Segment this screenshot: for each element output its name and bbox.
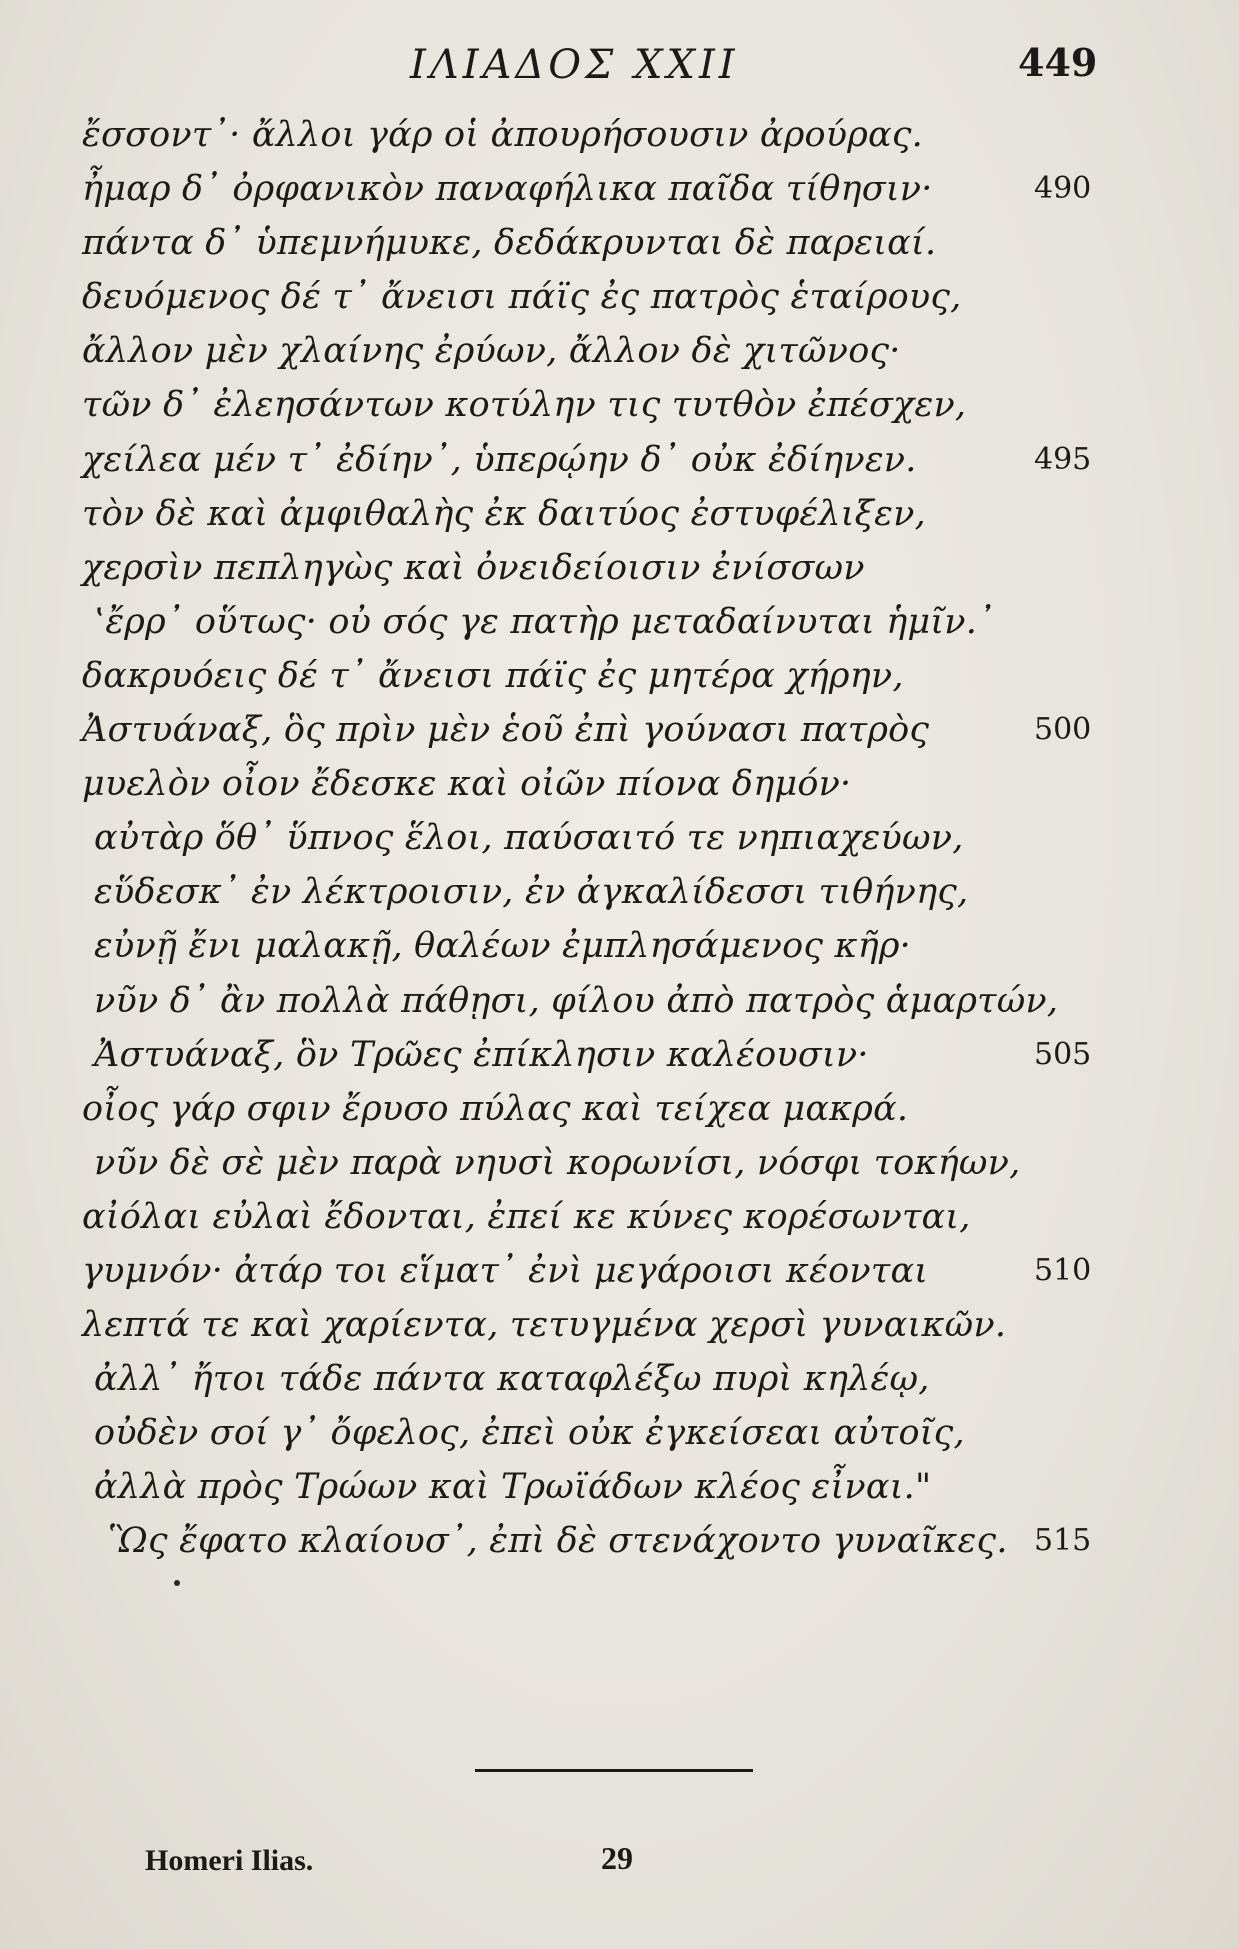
verse-text: ἔσσοντ᾽· ἄλλοι γάρ οἱ ἀπουρήσουσιν ἀρούρας.	[82, 115, 924, 155]
page-footer	[0, 1840, 1239, 1890]
verse-line	[0, 324, 1239, 378]
verse-line	[0, 1352, 1239, 1406]
verse-line	[0, 378, 1239, 432]
verse-text: γυμνόν· ἀτάρ τοι εἵματ᾽ ἐνὶ μεγάροισι κέονται	[82, 1250, 929, 1291]
verse-text: δακρυόεις δέ τ᾽ ἄνεισι πάϊς ἐς μητέρα χήρην,	[82, 655, 904, 696]
verse-text: οἶος γάρ σφιν ἔρυσο πύλας καὶ τείχεα μακρά.	[82, 1088, 909, 1129]
line-number: 490	[1034, 171, 1092, 207]
verse-text: Ὣς ἔφατο κλαίουσ᾽, ἐπὶ δὲ στενάχοντο γυναῖκες.	[108, 1521, 1008, 1562]
book-title: Homeri Ilias.	[145, 1844, 314, 1877]
verse-line	[0, 757, 1239, 811]
verse-line	[0, 919, 1239, 973]
verse-text: Ἀστυάναξ, ὃν Τρῶες ἐπίκλησιν καλέουσιν·	[94, 1034, 869, 1075]
verse-line	[0, 1298, 1239, 1352]
line-number: 510	[1034, 1252, 1092, 1288]
verse-line	[0, 1514, 1239, 1568]
verse-line	[0, 487, 1239, 541]
verse-line	[0, 216, 1239, 270]
verse-text: πάντα δ᾽ ὑπεμνήμυκε, δεδάκρυνται δὲ παρειαί.	[82, 223, 937, 264]
verse-line	[0, 1082, 1239, 1136]
verse-line	[0, 974, 1239, 1028]
verse-text: οὐδὲν σοί γ᾽ ὄφελος, ἐπεὶ οὐκ ἐγκείσεαι αὐτοῖς,	[94, 1413, 965, 1454]
verse-text: χερσὶν πεπληγὼς καὶ ὀνειδείοισιν ἐνίσσων	[82, 547, 865, 588]
horizontal-rule	[475, 1769, 753, 1772]
verse-block	[0, 108, 1239, 1569]
verse-text: νῦν δ᾽ ἂν πολλὰ πάθῃσι, φίλου ἀπὸ πατρὸς ἁμαρτών,	[94, 980, 1059, 1021]
signature-mark: 29	[601, 1840, 633, 1876]
verse-text: ‛ἔρρ᾽ οὕτως· οὐ σός γε πατὴρ μεταδαίνυται ἡμῖν.᾽	[94, 601, 995, 642]
verse-line	[0, 1190, 1239, 1244]
verse-text: ἦμαρ δ᾽ ὀρφανικὸν παναφήλικα παῖδα τίθησιν·	[82, 169, 933, 210]
verse-line	[0, 1028, 1239, 1082]
verse-line	[0, 595, 1239, 649]
verse-line	[0, 1406, 1239, 1460]
verse-text: μυελὸν οἶον ἔδεσκε καὶ οἰῶν πίονα δημόν·	[82, 764, 852, 805]
verse-line	[0, 649, 1239, 703]
verse-line	[0, 162, 1239, 216]
line-number: 515	[1034, 1523, 1092, 1559]
verse-line	[0, 811, 1239, 865]
verse-text: νῦν δὲ σὲ μὲν παρὰ νηυσὶ κορωνίσι, νόσφι τοκήων,	[94, 1142, 1021, 1183]
running-head: ΙΛΙΑΔΟΣ XXII	[410, 42, 739, 88]
verse-line	[0, 703, 1239, 757]
verse-text: αὐτὰρ ὅθ᾽ ὕπνος ἕλοι, παύσαιτό τε νηπιαχεύων,	[94, 818, 964, 859]
verse-line	[0, 541, 1239, 595]
verse-text: ἀλλὰ πρὸς Τρώων καὶ Τρωϊάδων κλέος εἶναι."	[94, 1467, 932, 1508]
line-number: 505	[1034, 1036, 1092, 1072]
verse-line	[0, 270, 1239, 324]
verse-line	[0, 1136, 1239, 1190]
ink-speck	[174, 1580, 180, 1586]
verse-text: λεπτά τε καὶ χαρίεντα, τετυγμένα χερσὶ γυναικῶν.	[82, 1305, 1007, 1346]
verse-line	[0, 433, 1239, 487]
verse-line	[0, 108, 1239, 162]
page-header	[0, 30, 1239, 90]
verse-text: ἀλλ᾽ ἤτοι τάδε πάντα καταφλέξω πυρὶ κηλέῳ,	[94, 1359, 930, 1400]
verse-text: χείλεα μέν τ᾽ ἐδίην᾽, ὑπερῴην δ᾽ οὐκ ἐδίηνεν.	[82, 439, 917, 480]
verse-text: τὸν δὲ καὶ ἀμφιθαλὴς ἐκ δαιτύος ἐστυφέλιξεν,	[82, 493, 926, 534]
verse-text: αἰόλαι εὐλαὶ ἔδονται, ἐπεί κε κύνες κορέσωνται,	[82, 1196, 971, 1237]
verse-line	[0, 1460, 1239, 1514]
page-number: 449	[1018, 40, 1098, 85]
verse-line	[0, 1244, 1239, 1298]
verse-text: εὕδεσκ᾽ ἐν λέκτροισιν, ἐν ἀγκαλίδεσσι τιθήνης,	[94, 872, 969, 913]
line-number: 500	[1034, 712, 1092, 748]
verse-text: τῶν δ᾽ ἐλεησάντων κοτύλην τις τυτθὸν ἐπέσχεν,	[82, 385, 967, 426]
verse-text: ἄλλον μὲν χλαίνης ἐρύων, ἄλλον δὲ χιτῶνος·	[82, 331, 901, 372]
line-number: 495	[1034, 441, 1092, 477]
verse-text: Ἀστυάναξ, ὃς πρὶν μὲν ἑοῦ ἐπὶ γούνασι πατρὸς	[82, 710, 930, 751]
verse-text: εὐνῇ ἔνι μαλακῇ, θαλέων ἐμπλησάμενος κῆρ·	[94, 926, 911, 967]
verse-line	[0, 865, 1239, 919]
verse-text: δευόμενος δέ τ᾽ ἄνεισι πάϊς ἐς πατρὸς ἑταίρους,	[82, 277, 962, 318]
